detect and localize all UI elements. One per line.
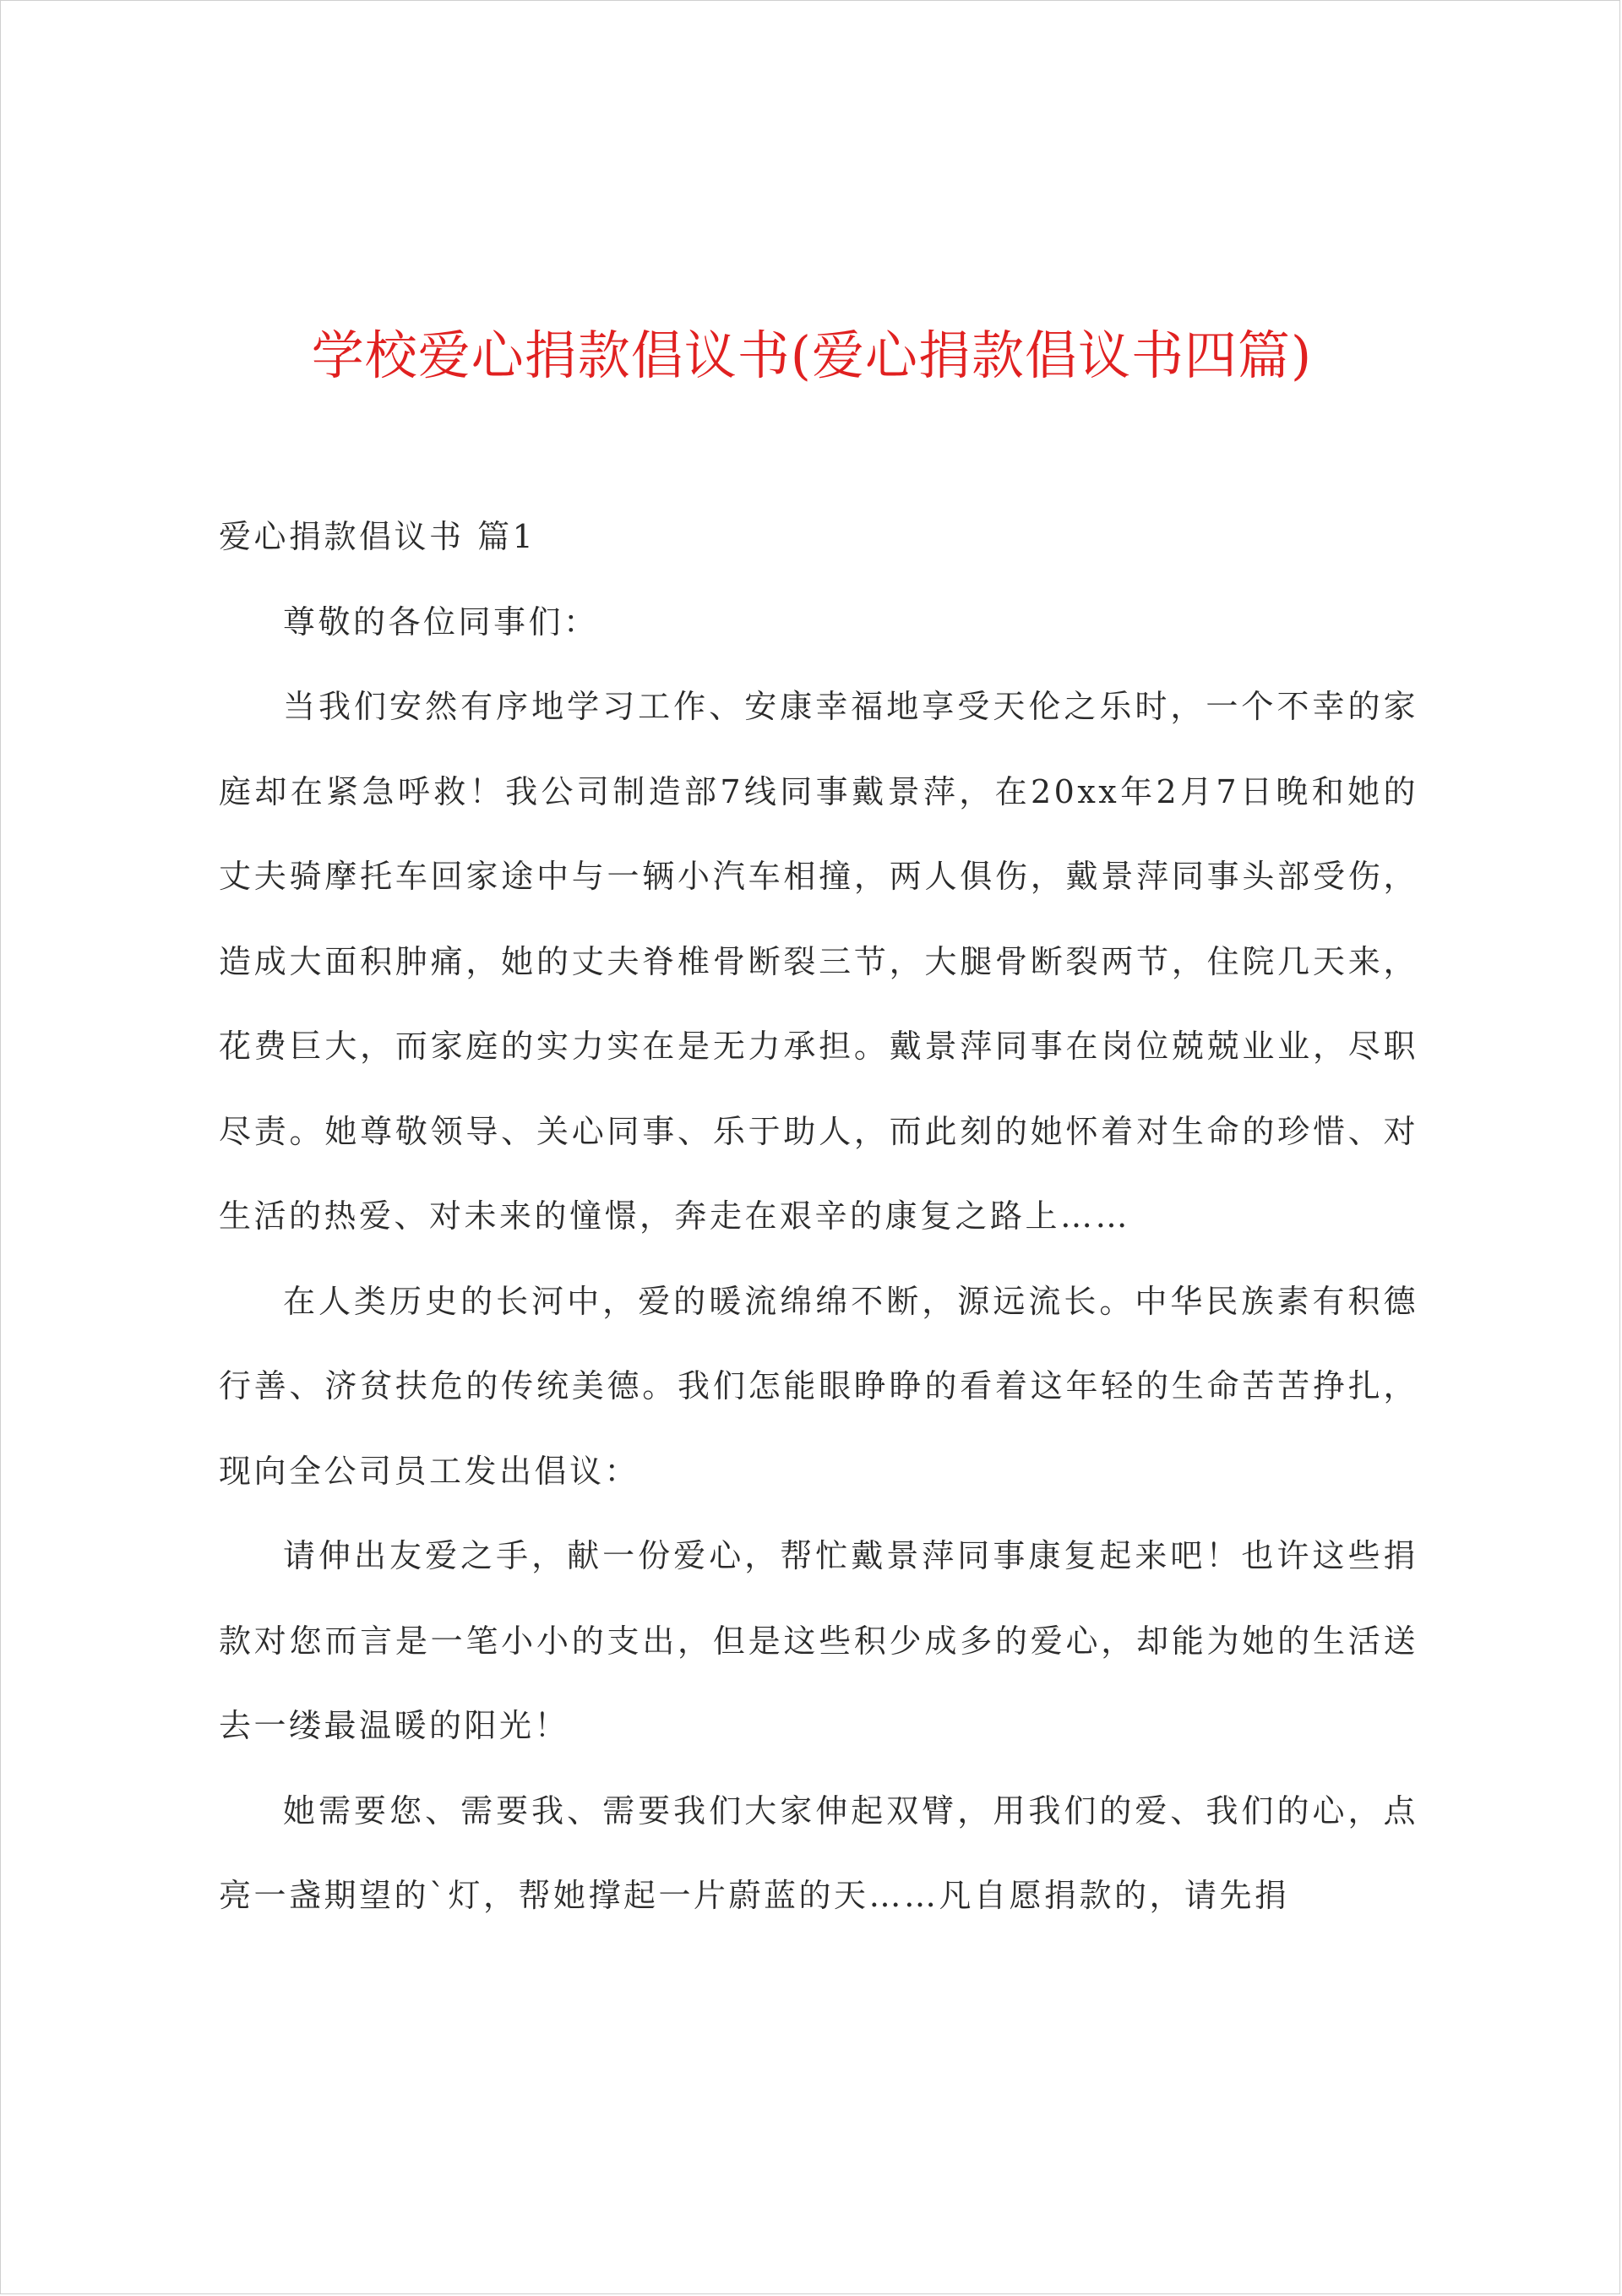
body-paragraph: 当我们安然有序地学习工作、安康幸福地享受天伦之乐时，一个不幸的家庭却在紧急呼救！我公司制造部7线同事戴景萍，在20xx年2月7日晚和她的丈夫骑摩托车回家途中与一辆小汽车相撞，两人俱伤，戴景萍同事头部受伤，造成大面积肿痛，她的丈夫脊椎骨断裂三节，大腿骨断裂两节，住院几天来，花费巨大，而家庭的实力实在是无力承担。戴景萍同事在岗位兢兢业业，尽职尽责。她尊敬领导、关心同事、乐于助人，而此刻的她怀着对生命的珍惜、对生活的热爱、对未来的憧憬，奔走在艰辛的康复之路上…… — [219, 688, 1418, 1235]
body-paragraph: 在人类历史的长河中，爱的暖流绵绵不断，源远流长。中华民族素有积德行善、济贫扶危的传统美德。我们怎能眼睁睁的看着这年轻的生命苦苦挣扎，现向全公司员工发出倡议： — [219, 1282, 1418, 1490]
document-title: 学校爱心捐款倡议书(爱心捐款倡议书四篇) — [311, 324, 1313, 386]
body-paragraph: 她需要您、需要我、需要我们大家伸起双臂，用我们的爱、我们的心，点亮一盏期望的`灯，帮她撑起一片蔚蓝的天……凡自愿捐款的，请先捐 — [219, 1792, 1418, 1914]
section-heading: 爱心捐款倡议书 篇1 — [219, 518, 536, 555]
body-paragraph: 请伸出友爱之手，献一份爱心，帮忙戴景萍同事康复起来吧！也许这些捐款对您而言是一笔小小的支出，但是这些积少成多的爱心，却能为她的生活送去一缕最温暖的阳光！ — [219, 1537, 1418, 1744]
salutation-paragraph: 尊敬的各位同事们： — [283, 603, 599, 641]
document-body — [219, 494, 1418, 1939]
